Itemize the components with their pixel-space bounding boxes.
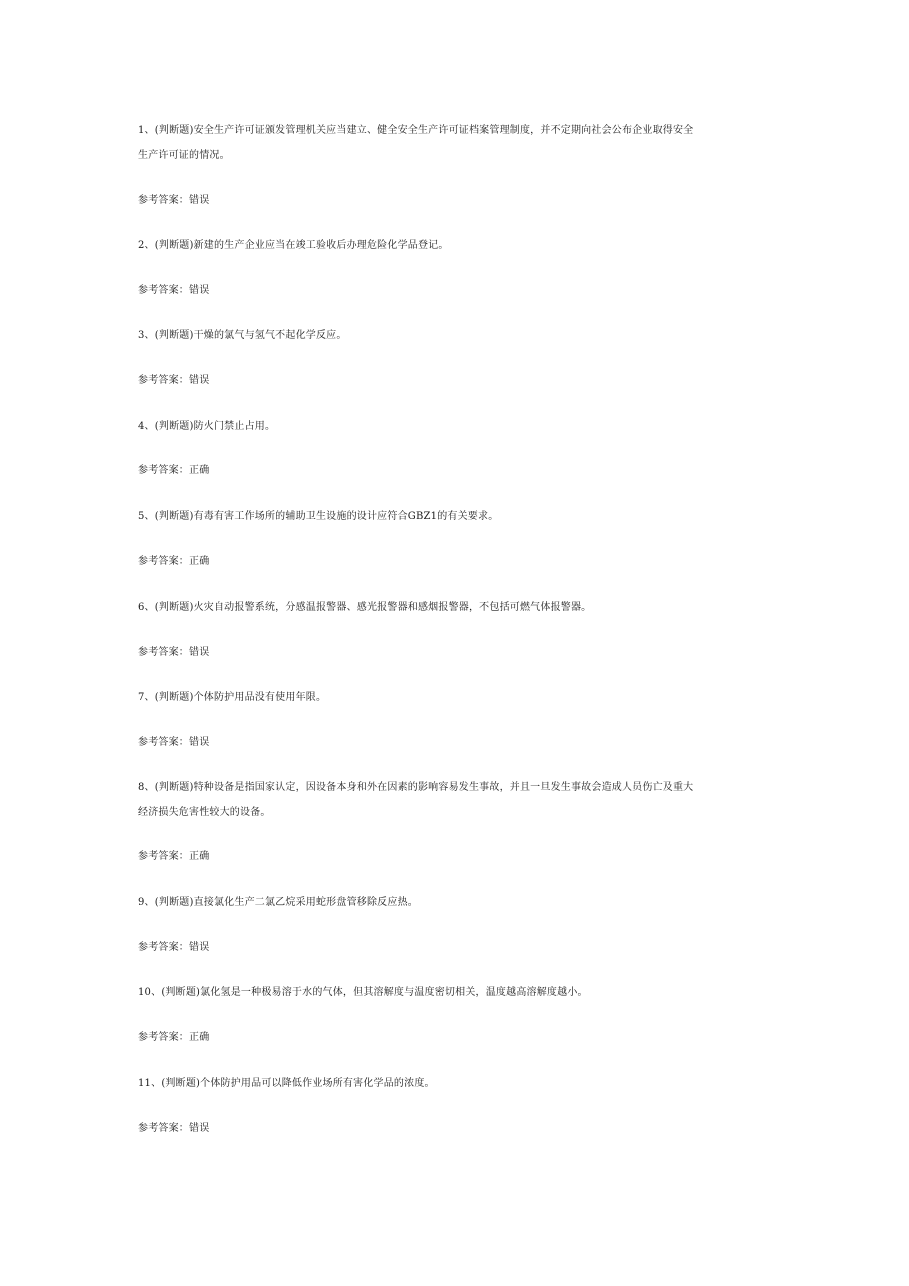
- question-text-line: 5、(判断题)有毒有害工作场所的辅助卫生设施的设计应符合GBZ1的有关要求。: [138, 511, 499, 522]
- question-text-line: 经济损失危害性较大的设备。: [138, 807, 271, 818]
- question-11: [138, 1071, 768, 1096]
- answer-7: 参考答案：错误: [138, 737, 210, 748]
- answer-11: 参考答案：错误: [138, 1123, 210, 1134]
- answer-10: 参考答案：正确: [138, 1032, 210, 1043]
- answer-2: 参考答案：错误: [138, 285, 210, 296]
- answer-9: 参考答案：错误: [138, 942, 210, 953]
- answer-6: 参考答案：错误: [138, 647, 210, 658]
- question-4: [138, 414, 768, 439]
- question-text-line: 7、(判断题)个体防护用品没有使用年限。: [138, 692, 327, 703]
- answer-4: 参考答案：正确: [138, 465, 210, 476]
- question-text-line: 1、(判断题)安全生产许可证颁发管理机关应当建立、健全安全生产许可证档案管理制度，并不定期向社会公布企业取得安全: [138, 125, 694, 136]
- question-text-line: 11、(判断题)个体防护用品可以降低作业场所有害化学品的浓度。: [138, 1078, 435, 1089]
- question-10: [138, 980, 768, 1005]
- question-text-line: 3、(判断题)干燥的氯气与氢气不起化学反应。: [138, 330, 347, 341]
- question-6: [138, 595, 768, 620]
- question-text-line: 6、(判断题)火灾自动报警系统，分感温报警器、感光报警器和感烟报警器，不包括可燃气体报警器。: [138, 602, 592, 613]
- question-3: [138, 323, 768, 348]
- question-1: [138, 118, 768, 168]
- answer-8: 参考答案：正确: [138, 851, 210, 862]
- question-text-line: 10、(判断题)氯化氢是一种极易溶于水的气体，但其溶解度与温度密切相关，温度越高溶解度越小。: [138, 987, 588, 998]
- question-text-line: 4、(判断题)防火门禁止占用。: [138, 421, 276, 432]
- question-text-line: 生产许可证的情况。: [138, 150, 230, 161]
- question-text-line: 2、(判断题)新建的生产企业应当在竣工验收后办理危险化学品登记。: [138, 240, 449, 251]
- question-5: [138, 504, 768, 529]
- answer-1: 参考答案：错误: [138, 195, 210, 206]
- question-2: [138, 233, 768, 258]
- question-text-line: 8、(判断题)特种设备是指国家认定，因设备本身和外在因素的影响容易发生事故，并且一旦发生事故会造成人员伤亡及重大: [138, 782, 694, 793]
- question-8: [138, 775, 768, 825]
- question-9: [138, 890, 768, 915]
- question-text-line: 9、(判断题)直接氯化生产二氯乙烷采用蛇形盘管移除反应热。: [138, 897, 418, 908]
- answer-5: 参考答案：正确: [138, 556, 210, 567]
- question-7: [138, 685, 768, 710]
- answer-3: 参考答案：错误: [138, 375, 210, 386]
